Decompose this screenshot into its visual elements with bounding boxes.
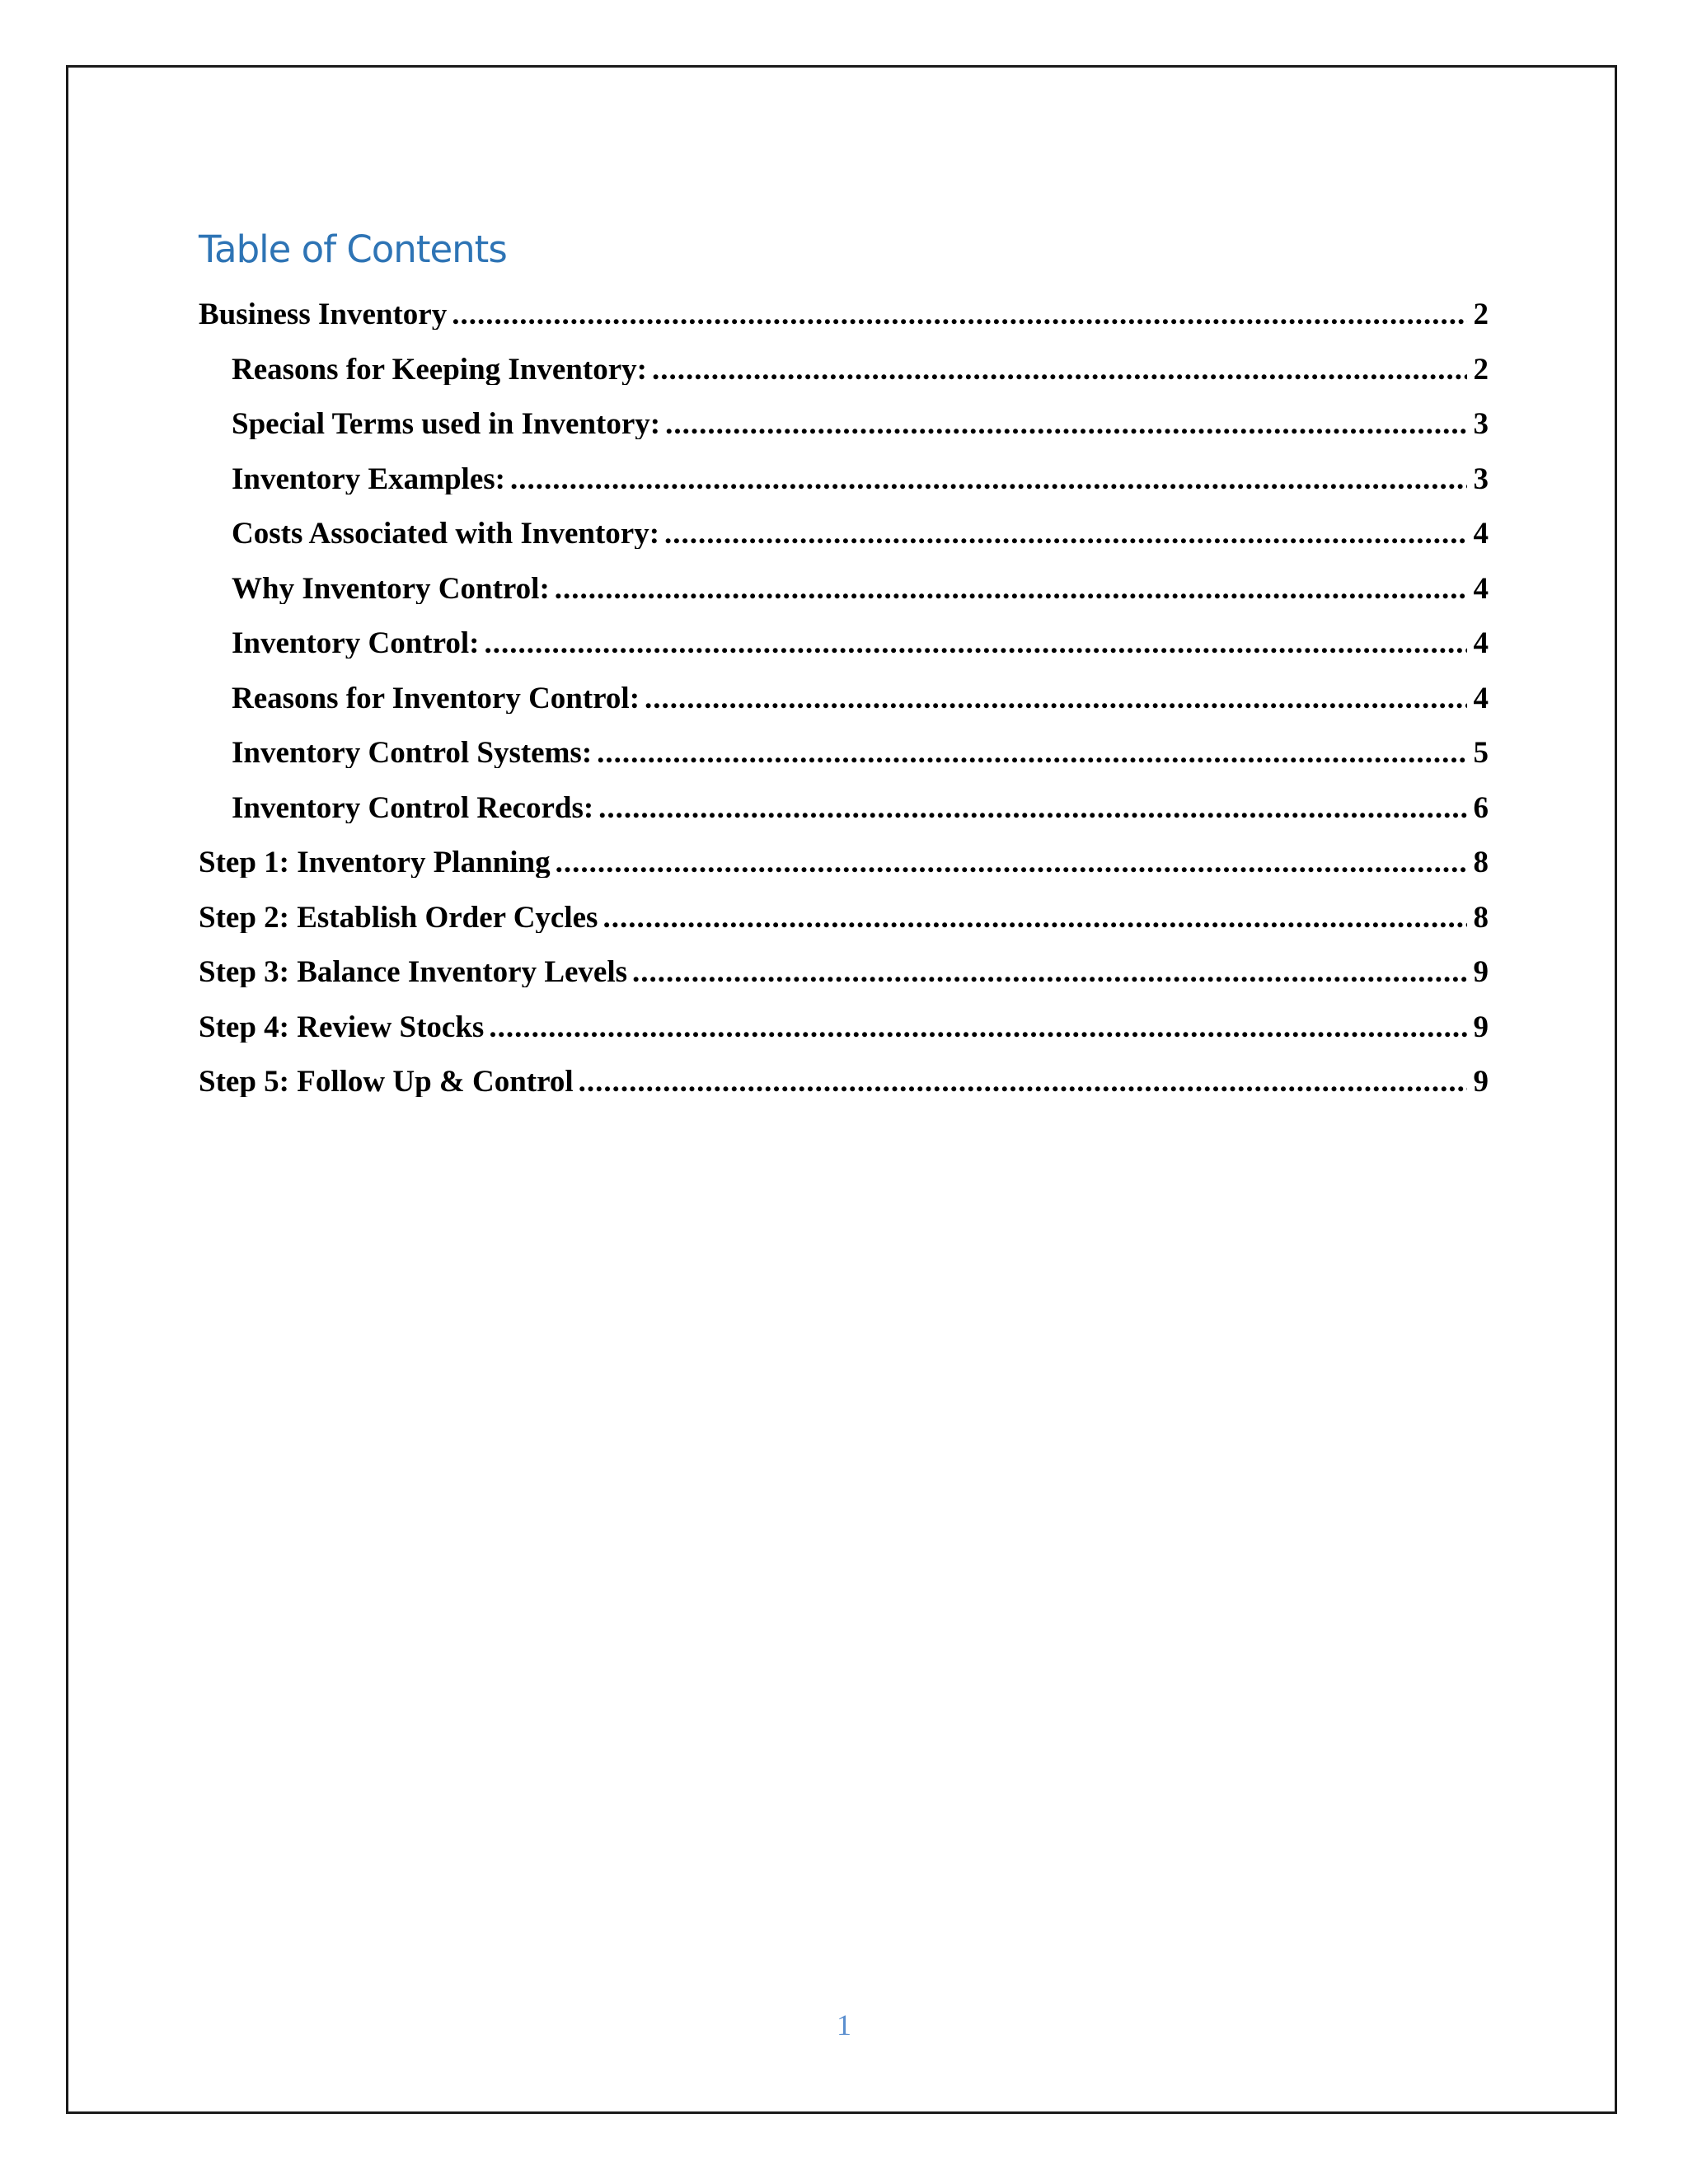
toc-entry-label: Reasons for Inventory Control: <box>232 682 640 714</box>
toc-dot-leader <box>510 464 1467 494</box>
toc-entry-label: Inventory Examples: <box>232 462 505 494</box>
toc-entry-page: 6 <box>1473 791 1489 823</box>
toc-entry[interactable] <box>232 398 1489 439</box>
toc-entry[interactable] <box>232 563 1489 604</box>
toc-entry-page: 3 <box>1473 407 1489 439</box>
toc-entry-page: 2 <box>1473 298 1489 330</box>
toc-dot-leader <box>664 518 1466 549</box>
toc-entry-page: 5 <box>1473 736 1489 768</box>
toc-entry-page: 3 <box>1473 462 1489 494</box>
toc-entry[interactable] <box>199 288 1489 330</box>
toc-dot-leader <box>484 628 1466 658</box>
toc-entry-page: 2 <box>1473 353 1489 385</box>
toc-entry-label: Step 1: Inventory Planning <box>199 846 551 878</box>
toc-dot-leader <box>632 957 1466 987</box>
toc-entry-page: 8 <box>1473 846 1489 878</box>
toc-dot-leader <box>598 793 1466 823</box>
toc-entry[interactable] <box>199 837 1489 878</box>
toc-dot-leader <box>452 299 1466 330</box>
toc-entry[interactable] <box>232 508 1489 549</box>
page-number: 1 <box>837 2008 851 2041</box>
toc-entry-label: Step 4: Review Stocks <box>199 1010 485 1043</box>
toc-entry[interactable] <box>199 892 1489 933</box>
toc-entry-page: 9 <box>1473 1010 1489 1043</box>
toc-entry-page: 4 <box>1473 517 1489 549</box>
toc-entry-label: Inventory Control Systems: <box>232 736 593 768</box>
toc-entry-label: Business Inventory <box>199 298 448 330</box>
toc-dot-leader <box>556 847 1467 878</box>
toc-entry-label: Special Terms used in Inventory: <box>232 407 661 439</box>
toc-entry-page: 9 <box>1473 955 1489 987</box>
toc-title: Table of Contents <box>199 227 507 271</box>
toc-entry-label: Inventory Control: <box>232 626 480 658</box>
toc-entry-page: 4 <box>1473 682 1489 714</box>
toc-dot-leader <box>665 409 1466 439</box>
toc-dot-leader <box>489 1012 1466 1043</box>
toc-entry[interactable] <box>199 946 1489 987</box>
toc-entry[interactable] <box>232 727 1489 768</box>
toc-entry-page: 4 <box>1473 572 1489 604</box>
toc-dot-leader <box>645 683 1466 714</box>
toc-entry[interactable] <box>232 453 1489 494</box>
toc-entry[interactable] <box>232 344 1489 385</box>
toc-entry[interactable] <box>199 1001 1489 1043</box>
toc-entry-label: Why Inventory Control: <box>232 572 550 604</box>
toc-dot-leader <box>603 902 1466 933</box>
toc-entry-page: 4 <box>1473 626 1489 658</box>
toc-entry-page: 9 <box>1473 1065 1489 1097</box>
toc-entry-label: Step 2: Establish Order Cycles <box>199 901 598 933</box>
toc-entry[interactable] <box>232 673 1489 714</box>
toc-entry-label: Inventory Control Records: <box>232 791 594 823</box>
toc-dot-leader <box>597 738 1466 768</box>
toc-entry[interactable] <box>232 782 1489 823</box>
toc-entry[interactable] <box>232 617 1489 658</box>
toc-entry[interactable] <box>199 1056 1489 1097</box>
toc-dot-leader <box>555 574 1467 604</box>
toc-entry-page: 8 <box>1473 901 1489 933</box>
toc-dot-leader <box>652 354 1467 385</box>
toc-dot-leader <box>579 1066 1467 1097</box>
toc-entry-label: Costs Associated with Inventory: <box>232 517 660 549</box>
toc-entry-label: Reasons for Keeping Inventory: <box>232 353 647 385</box>
toc-entry-label: Step 5: Follow Up & Control <box>199 1065 574 1097</box>
toc-entry-label: Step 3: Balance Inventory Levels <box>199 955 628 987</box>
